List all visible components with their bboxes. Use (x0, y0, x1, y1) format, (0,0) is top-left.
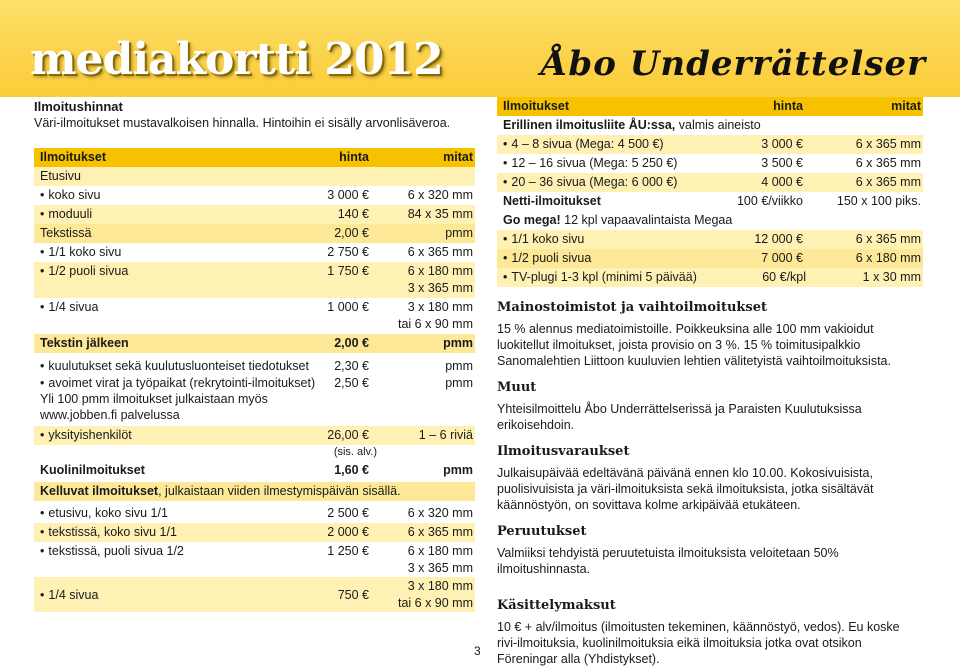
table-row (34, 262, 475, 298)
jobben-line-2: www.jobben.fi palvelussa (40, 408, 180, 422)
row-price: 140 € (337, 207, 369, 221)
section-title: Käsittelymaksut (497, 598, 616, 613)
row-label: • 1/4 sivua (34, 299, 289, 316)
table-row (34, 186, 475, 205)
row-label: • 4 – 8 sivua (Mega: 4 500 €) (497, 136, 691, 153)
table-row (34, 504, 475, 523)
size-line-1: 3 x 180 mm (407, 300, 473, 314)
section-title: Mainostoimistot ja vaihtoilmoitukset (497, 300, 768, 315)
size-line-2: 3 x 365 mm (407, 561, 473, 575)
gomega-header (497, 211, 923, 230)
row-label: • 1/1 koko sivu (34, 244, 289, 261)
size-line-2: tai 6 x 90 mm (397, 317, 473, 331)
row-size: 6 x 365 mm (407, 245, 473, 259)
row-size: 1 – 6 riviä (418, 428, 473, 442)
kelluvat-rest: , julkaistaan viiden ilmestymispäivän sisällä. (158, 484, 401, 498)
table-row (497, 249, 923, 268)
newspaper-logo: Åbo Underrättelser (541, 44, 926, 84)
tekstin-jalkeen-header (34, 334, 475, 353)
row-price: 1,60 € (334, 463, 369, 477)
row-size: 6 x 365 mm (407, 525, 473, 539)
row-size (369, 543, 475, 577)
tekstissa-header (34, 224, 475, 243)
row-label: Tekstin jälkeen (40, 336, 129, 350)
row-price: 2,30 € (334, 359, 369, 373)
row-size: 150 x 100 piks. (836, 194, 921, 208)
row-price: 3 000 € (761, 137, 803, 151)
row-label: • moduuli (34, 206, 289, 223)
row-size (369, 299, 475, 333)
row-size: pmm (445, 359, 473, 373)
table-header (34, 148, 475, 167)
section-title: Peruutukset (497, 524, 587, 539)
size-line-2: tai 6 x 90 mm (397, 596, 473, 610)
table-row (34, 243, 475, 262)
gomega-label (497, 212, 923, 229)
section-text: 15 % alennus mediatoimistoille. Poikkeuksina alle 100 mm vakioidut luokitellut ilmoitukset, joista provisio on 3 %. 15 % toimitusipalkkio Sanomalehtien Liittoon kuuluvien lehtien välitetyistä vaihtoilmoituksista. (497, 322, 891, 368)
row-price: 12 000 € (754, 232, 803, 246)
row-size: 6 x 365 mm (855, 156, 921, 170)
row-size: 84 x 35 mm (407, 207, 473, 221)
row-label: • yksityishenkilöt (34, 427, 289, 444)
row-label: • 12 – 16 sivua (Mega: 5 250 €) (497, 155, 691, 172)
section-title: Muut (497, 380, 537, 395)
row-label: Tekstissä (40, 226, 92, 240)
row-price: 3 500 € (761, 156, 803, 170)
jobben-note (34, 391, 475, 423)
row-size: 6 x 320 mm (407, 506, 473, 520)
header-ilmoitukset: Ilmoitukset (40, 150, 106, 164)
row-label: • 1/1 koko sivu (497, 231, 691, 248)
erillinen-bold: Erillinen ilmoitusliite ÅU:ssa, (503, 118, 676, 132)
header-mitat: mitat (443, 150, 473, 164)
table-row (34, 298, 475, 334)
row-price: 2,00 € (334, 226, 369, 240)
row-size: 6 x 180 mm (855, 251, 921, 265)
header-hinta: hinta (773, 99, 803, 113)
row-price: 100 €/viikko (736, 194, 803, 208)
header-hinta: hinta (339, 150, 369, 164)
kelluvat-header (34, 482, 475, 501)
row-price: 3 000 € (327, 188, 369, 202)
gomega-rest: 12 kpl vapaavalintaista Megaa (560, 213, 733, 227)
row-label: • tekstissä, puoli sivua 1/2 (34, 543, 289, 560)
table-row (497, 230, 923, 249)
row-price: 1 750 € (327, 264, 369, 278)
row-size: pmm (445, 376, 473, 390)
netti-row (497, 192, 923, 211)
kelluvat-label (34, 483, 475, 500)
table-row (497, 154, 923, 173)
erillinen-header (497, 116, 923, 135)
table-row (34, 374, 475, 391)
row-label: • 1/2 puoli sivua (497, 250, 691, 267)
size-line-1: 3 x 180 mm (407, 579, 473, 593)
section-text: Valmiiksi tehdyistä peruutetuista ilmoituksista veloitetaan 50% ilmoitushinnasta. (497, 546, 839, 576)
row-price: 4 000 € (761, 175, 803, 189)
section-title: Ilmoitusvaraukset (497, 444, 630, 459)
kelluvat-bold: Kelluvat ilmoitukset (40, 484, 159, 498)
row-price: 2 750 € (327, 245, 369, 259)
row-size: pmm (443, 336, 473, 350)
table-row (34, 577, 475, 612)
page-title: mediakortti 2012 (30, 34, 443, 85)
row-price: 2 000 € (327, 525, 369, 539)
row-size: 6 x 365 mm (855, 175, 921, 189)
row-label: • TV-plugi 1-3 kpl (minimi 5 päivää) (497, 269, 697, 286)
left-column (34, 97, 475, 612)
row-size: 1 x 30 mm (862, 270, 921, 284)
table-row (497, 173, 923, 192)
row-price: 2 500 € (327, 506, 369, 520)
table-row (34, 357, 475, 374)
row-price: 60 €/kpl (762, 270, 807, 284)
gomega-bold: Go mega! (503, 213, 561, 227)
row-label: • 20 – 36 sivua (Mega: 6 000 €) (497, 174, 691, 191)
row-label: • etusivu, koko sivu 1/1 (34, 505, 289, 522)
section-subheading: Väri-ilmoitukset mustavalkoisen hinnalla. Hintoihin ei sisälly arvonlisäveroa. (34, 116, 451, 130)
row-size: 6 x 320 mm (407, 188, 473, 202)
etusivu-label: Etusivu (40, 169, 81, 183)
row-label: • koko sivu (34, 187, 289, 204)
row-label: • tekstissä, koko sivu 1/1 (34, 524, 289, 541)
row-label: • kuulutukset sekä kuulutusluonteiset tiedotukset (34, 358, 319, 375)
row-price: 1 000 € (327, 300, 369, 314)
row-label: Netti-ilmoitukset (503, 194, 601, 208)
kuolin-row (34, 461, 475, 480)
section-text: 10 € + alv/ilmoitus (ilmoitusten tekeminen, käännöstyö, vedos). Eu koske rivi-ilmoituksia, kuolinilmoituksia eikä ilmoituksia jotka ovat otsikon Föreningar alla (Yhdistykset). (497, 620, 900, 666)
page-number: 3 (474, 644, 481, 658)
row-size: 6 x 365 mm (855, 137, 921, 151)
row-size: pmm (445, 226, 473, 240)
row-price: 1 250 € (327, 544, 369, 558)
row-label: • avoimet virat ja työpaikat (rekrytointi-ilmoitukset) (34, 375, 319, 392)
right-column (497, 97, 923, 667)
jobben-line-1: Yli 100 pmm ilmoitukset julkaistaan myös (40, 392, 268, 406)
header-ilmoitukset: Ilmoitukset (503, 99, 569, 113)
row-size: 6 x 365 mm (855, 232, 921, 246)
row-label: • 1/2 puoli sivua (34, 263, 289, 280)
row-price: 2,50 € (334, 376, 369, 390)
size-line-2: 3 x 365 mm (407, 281, 473, 295)
row-size: pmm (443, 463, 473, 477)
section-heading: Ilmoitushinnat (34, 99, 123, 114)
row-size (369, 263, 475, 297)
row-price: 7 000 € (761, 251, 803, 265)
row-size (369, 578, 475, 612)
etusivu-header (34, 167, 475, 186)
section-text: Yhteisilmoittelu Åbo Underrättelserissä ja Paraisten Kuulutuksissa erikoisehdoin. (497, 402, 862, 432)
table-row (34, 523, 475, 542)
row-label: • 1/4 sivua (34, 587, 289, 604)
table-row (34, 205, 475, 224)
row-label: Kuolinilmoitukset (40, 463, 145, 477)
table-row (497, 135, 923, 154)
table-row (497, 268, 923, 287)
vat-note: (sis. alv.) (333, 446, 377, 458)
size-line-1: 6 x 180 mm (407, 544, 473, 558)
row-price: 26,00 € (327, 428, 369, 442)
header-mitat: mitat (891, 99, 921, 113)
row-price: 750 € (337, 587, 369, 602)
table-row (34, 542, 475, 577)
section-text: Julkaisupäivää edeltävänä päivänä ennen klo 10.00. Kokosivuisista, puolisivuisista ja väri-ilmoituksista sekä ilmoituksista, jotka sisältävät käännöstyön, on sovittava kolme arkipäivää etukäteen. (497, 466, 874, 512)
erillinen-rest: valmis aineisto (675, 118, 761, 132)
row-price: 2,00 € (334, 336, 369, 350)
table-row (34, 426, 475, 445)
table-header (497, 97, 923, 116)
erillinen-label (497, 117, 923, 134)
size-line-1: 6 x 180 mm (407, 264, 473, 278)
